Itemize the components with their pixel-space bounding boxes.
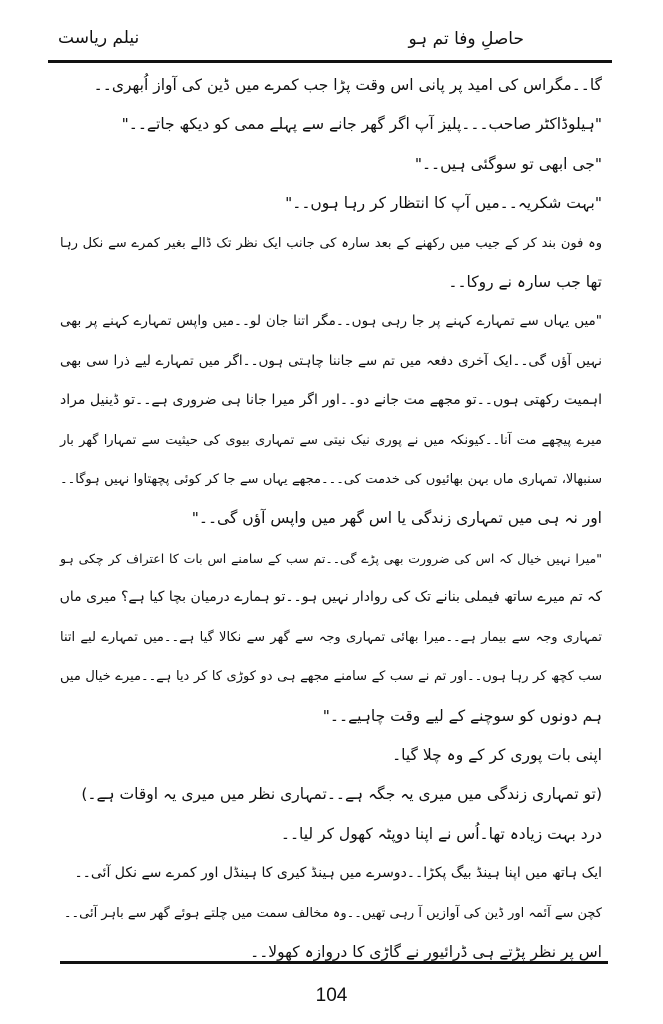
header-divider — [48, 60, 612, 63]
book-title: حاصلِ وفا تم ہو — [408, 29, 524, 49]
text-line: (تو تمہاری زندگی میں میری یہ جگہ ہے۔۔تمہاری نظر میں میری یہ اوقات ہے۔) — [81, 785, 602, 804]
text-line: "ہیلوڈاکٹر صاحب۔۔۔پلیز آپ اگر گھر جانے سے پہلے ممی کو دیکھ جاتے۔۔" — [121, 115, 602, 134]
text-line: سب کچھ کر رہا ہوں۔۔اور تم نے سب کے سامنے مجھے ہی دو کوڑی کا کر دیا ہے۔۔میرے خیال میں — [60, 669, 602, 685]
footer-divider — [60, 961, 608, 964]
author-name: نیلم ریاست — [58, 28, 140, 48]
text-line: تھا جب سارہ نے روکا۔۔ — [448, 273, 602, 292]
text-line: سنبھالا، تمہاری ماں بہن بھائیوں کی خدمت کی۔۔۔مجھے یہاں سے جا کر کوئی پچھتاوا نہیں ہوگا۔۔ — [60, 472, 602, 488]
text-line: اہمیت رکھتی ہوں۔۔تو مجھے مت جانے دو۔۔اور اگر میرا جانا ہی ضروری ہے۔۔تو ڈینیل مراد — [60, 392, 602, 409]
page-number: 104 — [315, 985, 348, 1006]
text-line: اور نہ ہی میں تمہاری زندگی یا اس گھر میں واپس آؤں گی۔۔" — [191, 509, 602, 528]
text-line: درد بہت زیادہ تھا۔اُس نے اپنا دوپٹہ کھول کر لیا۔۔ — [280, 824, 602, 843]
running-header — [48, 20, 614, 60]
page-body — [60, 66, 602, 972]
text-line: کہ تم میرے ساتھ فیملی بنانے تک کی روادار نہیں ہو۔۔تو ہمارے درمیان بچا کیا ہے؟ میری ماں — [59, 589, 602, 606]
text-line: اپنی بات پوری کر کے وہ چلا گیا۔ — [392, 745, 602, 764]
text-line: ایک ہاتھ میں اپنا ہینڈ بیگ پکڑا۔۔دوسرے میں ہینڈ کیری کا ہینڈل اور کمرے سے نکل آئی۔۔ — [74, 865, 602, 882]
text-line: "میرا نہیں خیال کہ اس کی ضرورت بھی پڑے گی۔۔تم سب کے سامنے اس بات کا اعتراف کر چکی ہو — [60, 550, 602, 566]
text-line: ہم دونوں کو سوچنے کے لیے وقت چاہیے۔۔" — [322, 706, 602, 725]
text-line: "جی ابھی تو سوگئی ہیں۔۔" — [414, 154, 602, 173]
text-line: کچن سے آئمہ اور ڈین کی آوازیں آ رہی تھیں۔۔وہ مخالف سمت میں چلتے ہوئے گھر سے باہر آئی۔۔ — [63, 905, 602, 921]
text-line: وہ فون بند کر کے جیب میں رکھنے کے بعد سارہ کی جانب ایک نظر تک ڈالے بغیر کمرے سے نکل رہا — [60, 235, 602, 251]
text-line: "بہت شکریہ۔۔میں آپ کا انتظار کر رہا ہوں۔۔" — [285, 194, 602, 213]
text-line: میرے پیچھے مت آنا۔۔کیونکہ میں نے پوری نیک نیتی سے تمہاری بیوی کی حیثیت سے تمہارا گھر بار — [60, 432, 602, 448]
text-line: تمہاری وجہ سے بیمار ہے۔۔میرا بھائی تمہاری وجہ سے گھر سے نکالا گیا ہے۔۔میں تمہارے لیے اتنا — [60, 629, 602, 645]
text-line: گا۔۔مگراس کی امید پر پانی اس وقت پڑا جب کمرے میں ڈین کی آواز اُبھری۔۔ — [93, 76, 602, 94]
text-line: اس پر نظر پڑتے ہی ڈرائیور نے گاڑی کا دروازہ کھولا۔۔ — [250, 942, 602, 961]
text-line: نہیں آؤں گی۔۔ایک آخری دفعہ میں تم سے جاننا چاہتی ہوں۔۔اگر میں تمہارے لیے ذرا سی بھی — [60, 352, 602, 369]
text-line: "میں یہاں سے تمہارے کہنے پر جا رہی ہوں۔۔مگر اتنا جان لو۔۔میں واپس تمہارے کہنے پر بھی — [60, 313, 602, 330]
